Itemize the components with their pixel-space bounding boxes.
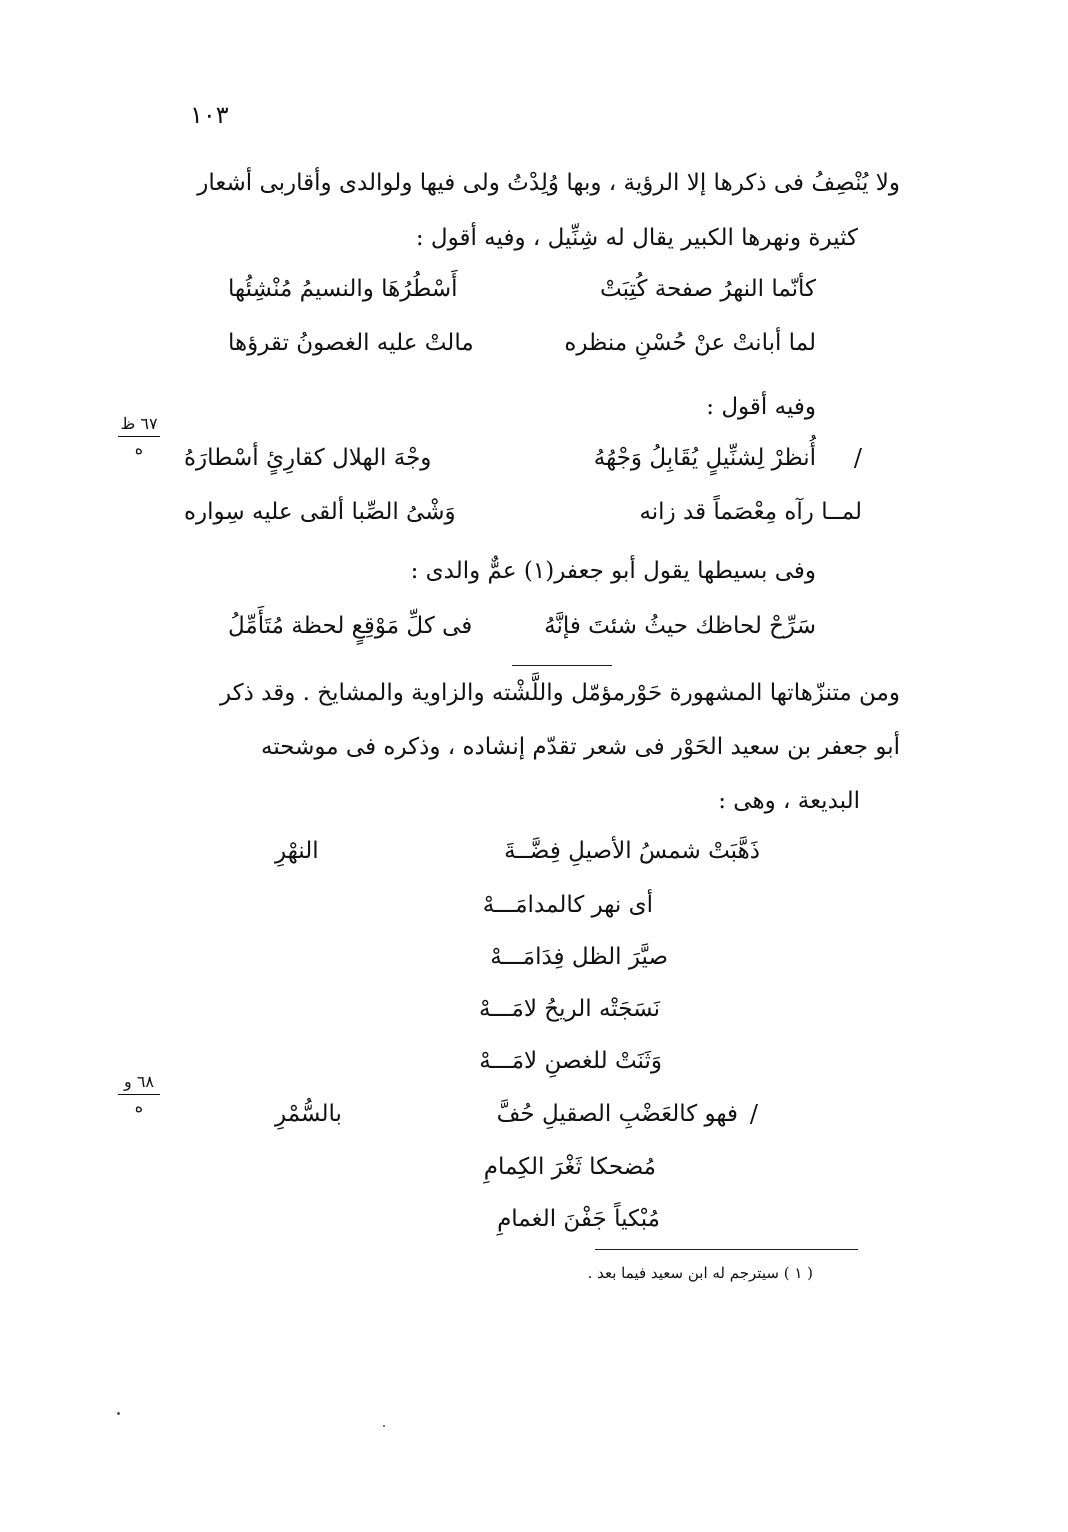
prose-line: ولا يُنْصِفُ فى ذكرها إلا الرؤية ، وبها وُلِدْتُ ولى فيها ولوالدى وأقاربى أشعار: [197, 170, 900, 196]
verse-hemistich-right: كأنّما النهرُ صفحة كُتِبَتْ: [600, 276, 816, 302]
verse-hemistich-right: لمــا رآه مِعْصَماً قد زانه: [639, 499, 862, 525]
muwashshah-line: مُضحكا ثَغْرَ الكِمامِ: [483, 1154, 656, 1180]
folio-number: ٦٨ و: [124, 1072, 154, 1091]
verse-hemistich-left: أَسْطُرُهَا والنسيمُ مُنْشِئُها: [228, 276, 458, 302]
folio-rule: [118, 436, 160, 437]
folio-mark: ه: [134, 1097, 144, 1116]
muwashshah-refrain: النهْرِ: [275, 838, 319, 864]
page-number: ١٠٣: [190, 101, 229, 129]
muwashshah-line: أى نهر كالمدامَـــهْ: [482, 892, 653, 918]
muwashshah-line: ذَهَّبَتْ شمسُ الأصيلِ فِضَّــةَ: [504, 838, 760, 864]
folio-margin-note: [112, 414, 166, 459]
verse-hemistich-right: أُنظرْ لِشنِّيلٍ يُقَابِلُ وَجْهُهُ: [593, 445, 816, 471]
verse-hemistich-right: لما أبانتْ عنْ حُسْنِ منظره: [564, 330, 816, 356]
prose-line: ومن متنزّهاتها المشهورة حَوْرمؤمّل واللَّشْته والزاوية والمشايخ . وقد ذكر: [219, 680, 900, 706]
verse-hemistich-left: مالتْ عليه الغصونُ تقرؤها: [228, 330, 474, 356]
muwashshah-line: مُبْكياً جَفْنَ الغمامِ: [497, 1206, 660, 1232]
prose-line: أبو جعفر بن سعيد الحَوْر فى شعر تقدّم إنشاده ، وذكره فى موشحته: [261, 734, 900, 760]
muwashshah-line: وَثَنَتْ للغصنِ لامَـــهْ: [479, 1048, 662, 1074]
separator-rule: [512, 665, 612, 666]
prose-line: البديعة ، وهى :: [718, 788, 860, 814]
folio-marker: /: [853, 444, 862, 472]
prose-line: وفيه أقول :: [706, 394, 816, 420]
verse-hemistich-right: سَرِّحْ لحاظك حيثُ شئتَ فإنَّهُ: [544, 613, 816, 639]
verse-hemistich-left: وجْهَ الهلال كقارِئٍ أسْطارَهُ: [184, 445, 432, 471]
muwashshah-refrain: بالسُّمْرِ: [275, 1101, 342, 1127]
folio-rule: [118, 1094, 160, 1095]
verse-hemistich-left: وَشْىُ الصِّبا ألقى عليه سِواره: [184, 499, 456, 525]
folio-number: ٦٧ ظ: [120, 414, 158, 433]
muwashshah-line: صيَّرَ الظل فِدَامَـــهْ: [490, 944, 668, 970]
scan-speck: [117, 1412, 120, 1415]
folio-mark: ه: [134, 439, 144, 458]
muwashshah-line: فهو كالعَضْبِ الصقيلِ حُفَّ: [496, 1101, 738, 1127]
prose-line: وفى بسيطها يقول أبو جعفر(١) عمٌّ والدى :: [410, 558, 816, 584]
verse-hemistich-left: فى كلِّ مَوْقِعٍ لحظة مُتَأَمِّلُ: [228, 613, 473, 639]
footnote: ( ١ ) سيترجم له ابن سعيد فيما بعد .: [587, 1264, 813, 1282]
footnote-rule: [595, 1249, 858, 1250]
prose-line: كثيرة ونهرها الكبير يقال له شِنِّيل ، وفيه أقول :: [415, 225, 858, 251]
folio-margin-note: [112, 1072, 166, 1117]
folio-marker: /: [749, 1100, 758, 1128]
muwashshah-line: نَسَجَتْه الريحُ لامَـــهْ: [479, 996, 660, 1022]
scan-speck: [383, 1425, 385, 1427]
